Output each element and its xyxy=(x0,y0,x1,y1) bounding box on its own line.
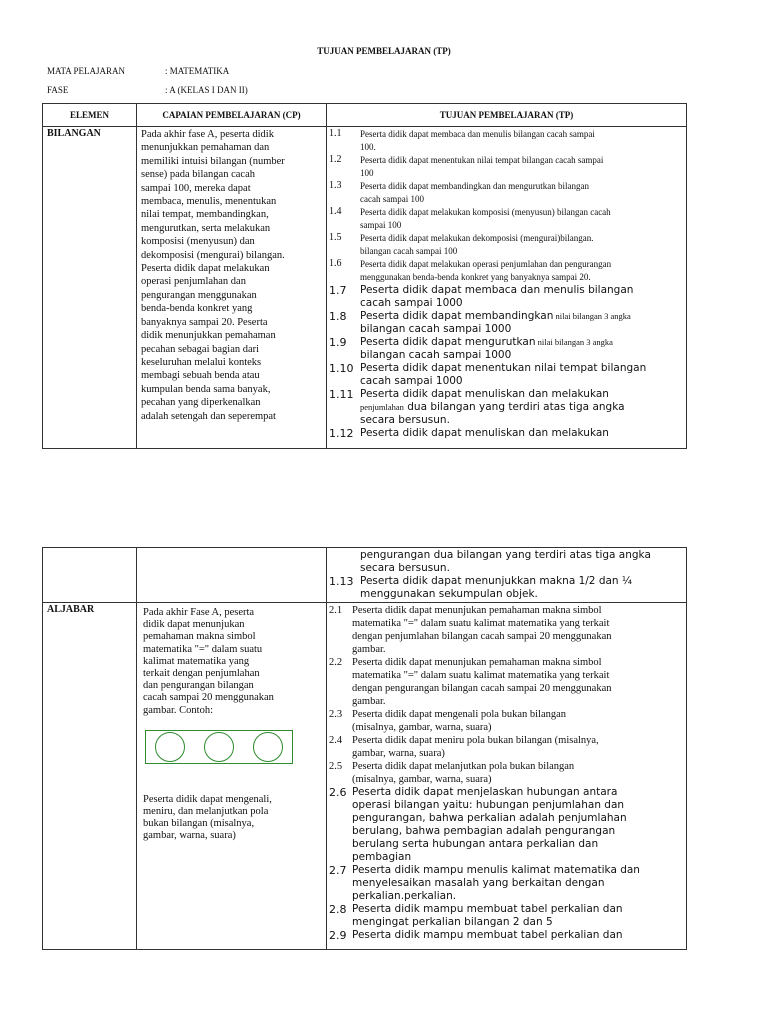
tp-number: 1.9 xyxy=(329,336,347,349)
header-elemen: ELEMEN xyxy=(43,104,137,127)
tp-text xyxy=(352,903,623,929)
tp-line: (misalnya, gambar, warna, suara) xyxy=(352,722,492,733)
cp-line: operasi penjumlahan dan xyxy=(141,276,246,288)
tp-item xyxy=(329,258,684,284)
tp-line: bilangan cacah sampai 100 xyxy=(360,246,458,256)
tp-number: 2.7 xyxy=(329,864,347,877)
tp-line: Peserta didik dapat membandingkan dan mengurutkan bilangan xyxy=(360,181,589,191)
tp-continuation xyxy=(327,548,687,603)
phase-value: : A (KELAS I DAN II) xyxy=(165,85,248,95)
cp-line: bukan bilangan (misalnya, xyxy=(143,818,255,830)
tp-item xyxy=(329,206,684,232)
tp-text xyxy=(352,734,599,760)
cp-line: pecahan sebagai bagian dari xyxy=(141,343,260,355)
tp-item xyxy=(329,336,684,362)
tp-line: cacah sampai 1000 xyxy=(360,375,463,387)
tp-line: Peserta didik dapat meniru pola bukan bilangan (misalnya, xyxy=(352,735,599,746)
elemen-bilangan: BILANGAN xyxy=(43,127,137,449)
tp-line: Peserta didik dapat membaca dan menulis bilangan cacah sampai xyxy=(360,129,595,139)
tp-item xyxy=(329,864,684,903)
tp-line: gambar. xyxy=(352,696,386,707)
tp-text xyxy=(360,575,632,601)
cp-line: pengurangan menggunakan xyxy=(141,289,257,301)
tp-number: 1.8 xyxy=(329,310,347,323)
cp-line: cacah sampai 20 menggunakan xyxy=(143,692,274,704)
tp-text xyxy=(360,180,589,206)
tp-number: 2.6 xyxy=(329,786,347,799)
tp-number: 1.12 xyxy=(329,427,354,440)
tp-item xyxy=(329,154,684,180)
tp-number: 2.3 xyxy=(329,709,343,720)
tp-line: mengingat perkalian bilangan 2 dan 5 xyxy=(352,916,553,928)
tp-line: Peserta didik dapat menuliskan dan melakukan xyxy=(360,427,609,439)
pattern-circle xyxy=(204,732,234,762)
tp-number: 1.1 xyxy=(329,128,342,139)
tp-line: Peserta didik dapat membaca dan menulis bilangan xyxy=(360,284,634,296)
cp-line: sense) pada bilangan cacah xyxy=(141,169,255,181)
tp-line: perkalian.perkalian. xyxy=(352,890,457,902)
cp-aljabar xyxy=(137,603,327,950)
tp-line: Peserta didik dapat melakukan komposisi (menyusun) bilangan cacah xyxy=(360,207,611,217)
cont-cp-empty xyxy=(137,548,327,603)
cp-line: didik menunjukkan pemahaman xyxy=(141,330,276,342)
tp-text xyxy=(360,206,611,232)
tp-part: Peserta didik dapat mengurutkan xyxy=(360,336,536,348)
tp-number: 1.11 xyxy=(329,388,354,401)
cp-line: sampai 100, mereka dapat xyxy=(141,182,251,194)
tp-part: dua bilangan yang terdiri atas tiga angka xyxy=(403,401,625,413)
tp-item xyxy=(329,760,684,786)
tp-item xyxy=(329,180,684,206)
tp-text xyxy=(360,154,603,180)
subject-label: MATA PELAJARAN xyxy=(47,66,126,76)
tp-line: Peserta didik dapat mengenali pola bukan bilangan xyxy=(352,709,567,720)
tp-item xyxy=(329,575,684,601)
cp-line: adalah setengah dan seperempat xyxy=(141,410,276,422)
tp-line: matematika "=" dalam suatu kalimat matematika yang terkait xyxy=(352,618,610,629)
tp-item xyxy=(329,549,684,575)
cp-line: memiliki intuisi bilangan (number xyxy=(141,155,285,167)
tp-line: dengan pengurangan bilangan cacah sampai 20 menggunakan xyxy=(352,683,612,694)
tp-number: 2.1 xyxy=(329,605,343,616)
tp-line: Peserta didik mampu menulis kalimat matematika dan xyxy=(352,864,640,876)
tp-number: 1.7 xyxy=(329,284,347,297)
tp-line: cacah sampai 100 xyxy=(360,194,424,204)
tp-item xyxy=(329,708,684,734)
tp-item xyxy=(329,362,684,388)
tp-item xyxy=(329,786,684,864)
cp-line: didik dapat menunjukan xyxy=(143,619,245,631)
tp-number: 1.10 xyxy=(329,362,354,375)
tp-text xyxy=(360,388,625,427)
tp-line: operasi bilangan yaitu: hubungan penjumlahan dan xyxy=(352,799,625,811)
tp-line: gambar. xyxy=(352,644,386,655)
tp-line: pengurangan, bahwa perkalian adalah penjumlahan xyxy=(352,812,627,824)
tp-text xyxy=(352,760,574,786)
cp-line: Peserta didik dapat mengenali, xyxy=(143,793,272,805)
tp-number: 2.8 xyxy=(329,903,347,916)
cp-line: banyaknya sampai 20. Peserta xyxy=(141,316,268,328)
tp-line: Peserta didik dapat melanjutkan pola bukan bilangan xyxy=(352,761,575,772)
tp-line: Peserta didik dapat menunjukan pemahaman makna simbol xyxy=(352,657,602,668)
tp-text xyxy=(352,604,612,656)
tp-line: Peserta didik mampu membuat tabel perkalian dan xyxy=(352,903,623,915)
tp-part: Peserta didik dapat membandingkan xyxy=(360,310,554,322)
tp-item xyxy=(329,128,684,154)
tp-text xyxy=(360,362,646,388)
tp-line: menyelesaikan masalah yang berkaitan dengan xyxy=(352,877,605,889)
tp-number: 2.9 xyxy=(329,929,347,942)
tp-item xyxy=(329,388,684,427)
tp-text xyxy=(360,549,651,575)
cp-line: mengurutkan, serta melakukan xyxy=(141,222,271,234)
cp-line: Peserta didik dapat melakukan xyxy=(141,263,270,275)
document-title: TUJUAN PEMBELAJARAN (TP) xyxy=(317,46,451,56)
tp-number: 1.3 xyxy=(329,180,342,191)
header-tp: TUJUAN PEMBELAJARAN (TP) xyxy=(327,104,687,127)
tp-line: Peserta didik dapat menunjukan pemahaman makna simbol xyxy=(352,605,602,616)
tp-text xyxy=(360,232,593,258)
tp-line: berulang, bahwa pembagian adalah pengurangan xyxy=(352,825,616,837)
tp-line: secara bersusun. xyxy=(360,562,450,574)
tp-item xyxy=(329,427,684,440)
tp-line: Peserta didik dapat melakukan operasi penjumlahan dan pengurangan xyxy=(360,259,612,269)
cp-line: membaca, menulis, menentukan xyxy=(141,196,277,208)
tp-item xyxy=(329,903,684,929)
tp-item xyxy=(329,232,684,258)
tp-text xyxy=(352,708,566,734)
tp-line: Peserta didik dapat menentukan nilai tempat bilangan cacah sampai xyxy=(360,155,604,165)
tp-number: 1.2 xyxy=(329,154,342,165)
cp-line: meniru, dan melanjutkan pola xyxy=(143,806,269,818)
tp-line xyxy=(360,310,631,323)
tp-item xyxy=(329,310,684,336)
tp-table-page1 xyxy=(42,103,687,449)
cp-line: gambar, warna, suara) xyxy=(143,830,236,842)
tp-text xyxy=(352,656,612,708)
tp-bilangan xyxy=(327,127,687,449)
tp-text xyxy=(360,310,631,336)
cp-line: terkait dengan penjumlahan xyxy=(143,668,260,680)
cp-bilangan xyxy=(137,127,327,449)
tp-line xyxy=(360,336,613,349)
tp-text xyxy=(360,258,611,284)
tp-part: nilai bilangan 3 angka xyxy=(535,337,613,347)
tp-item xyxy=(329,929,684,942)
tp-line xyxy=(360,401,625,414)
tp-number xyxy=(329,549,360,575)
cp-line: kumpulan benda sama banyak, xyxy=(141,383,271,395)
tp-line: cacah sampai 1000 xyxy=(360,297,463,309)
tp-item xyxy=(329,604,684,656)
tp-line: 100 xyxy=(360,168,374,178)
tp-line: menggunakan benda-benda konkret yang banyaknya sampai 20. xyxy=(360,272,591,282)
cont-elemen-empty xyxy=(43,548,137,603)
cp-line: menunjukkan pemahaman dan xyxy=(141,142,270,154)
tp-line: Peserta didik dapat menjelaskan hubungan antara xyxy=(352,786,618,798)
tp-line: (misalnya, gambar, warna, suara) xyxy=(352,774,492,785)
pattern-example-box xyxy=(145,730,293,764)
cp-line: dekomposisi (mengurai) bilangan. xyxy=(141,249,285,261)
cp-line: pecahan yang diperkenalkan xyxy=(141,397,261,409)
tp-part: nilai bilangan 3 angka xyxy=(553,311,631,321)
cp-line: gambar. Contoh: xyxy=(143,704,213,716)
tp-line: dengan penjumlahan bilangan cacah sampai 20 menggunakan xyxy=(352,631,612,642)
cp-line: kalimat matematika yang xyxy=(143,655,250,667)
tp-text xyxy=(352,864,640,903)
header-cp: CAPAIAN PEMBELAJARAN (CP) xyxy=(137,104,327,127)
cp-line: benda-benda konkret yang xyxy=(141,303,253,315)
tp-text xyxy=(352,786,627,864)
tp-line: sampai 100 xyxy=(360,220,402,230)
tp-line: bilangan cacah sampai 1000 xyxy=(360,323,512,335)
tp-line: secara bersusun. xyxy=(360,414,450,426)
subject-value: : MATEMATIKA xyxy=(165,66,230,76)
tp-line: matematika "=" dalam suatu kalimat matematika yang terkait xyxy=(352,670,610,681)
tp-line: pengurangan dua bilangan yang terdiri atas tiga angka xyxy=(360,549,651,561)
tp-number: 1.6 xyxy=(329,258,342,269)
cp-line: pemahaman makna simbol xyxy=(143,631,256,643)
tp-item xyxy=(329,284,684,310)
cp-line: membagi sebuah benda atau xyxy=(141,370,260,382)
tp-line: bilangan cacah sampai 1000 xyxy=(360,349,512,361)
tp-item xyxy=(329,656,684,708)
tp-line: Peserta didik mampu membuat tabel perkalian dan xyxy=(352,929,623,941)
tp-text xyxy=(360,128,595,154)
cp-line: komposisi (menyusun) dan xyxy=(141,236,255,248)
cp-line: Pada akhir fase A, peserta didik xyxy=(141,129,274,140)
phase-label: FASE xyxy=(47,85,69,95)
tp-number: 1.4 xyxy=(329,206,342,217)
tp-line: menggunakan sekumpulan objek. xyxy=(360,588,538,600)
tp-number: 2.5 xyxy=(329,761,343,772)
tp-aljabar xyxy=(327,603,687,950)
tp-line: Peserta didik dapat menunjukkan makna 1/2 dan ¼ xyxy=(360,575,633,587)
cp-line: nilai tempat, membandingkan, xyxy=(141,209,269,221)
tp-text xyxy=(360,284,633,310)
tp-text xyxy=(360,427,609,440)
cp-line: matematika "=" dalam suatu xyxy=(143,643,263,655)
tp-text xyxy=(352,929,623,942)
tp-line: 100. xyxy=(360,142,376,152)
pattern-circle xyxy=(155,732,185,762)
tp-line: gambar, warna, suara) xyxy=(352,748,445,759)
elemen-aljabar: ALJABAR xyxy=(43,603,137,950)
tp-line: Peserta didik dapat menentukan nilai tempat bilangan xyxy=(360,362,647,374)
tp-number: 2.2 xyxy=(329,657,343,668)
tp-line: berulang serta hubungan antara perkalian dan xyxy=(352,838,599,850)
tp-line: Peserta didik dapat menuliskan dan melakukan xyxy=(360,388,609,400)
pattern-circle xyxy=(253,732,283,762)
tp-item xyxy=(329,734,684,760)
tp-line: pembagian xyxy=(352,851,412,863)
tp-text xyxy=(360,336,613,362)
tp-line: Peserta didik dapat melakukan dekomposisi (mengurai)bilangan. xyxy=(360,233,594,243)
cp-line: Pada akhir Fase A, peserta xyxy=(143,607,255,618)
tp-number: 2.4 xyxy=(329,735,343,746)
tp-table-page2 xyxy=(42,547,687,950)
tp-part: penjumlahan xyxy=(360,402,404,412)
tp-number: 1.13 xyxy=(329,575,354,588)
tp-number: 1.5 xyxy=(329,232,342,243)
cp-line: dan pengurangan bilangan xyxy=(143,680,254,692)
cp-line: keseluruhan melalui konteks xyxy=(141,356,262,368)
